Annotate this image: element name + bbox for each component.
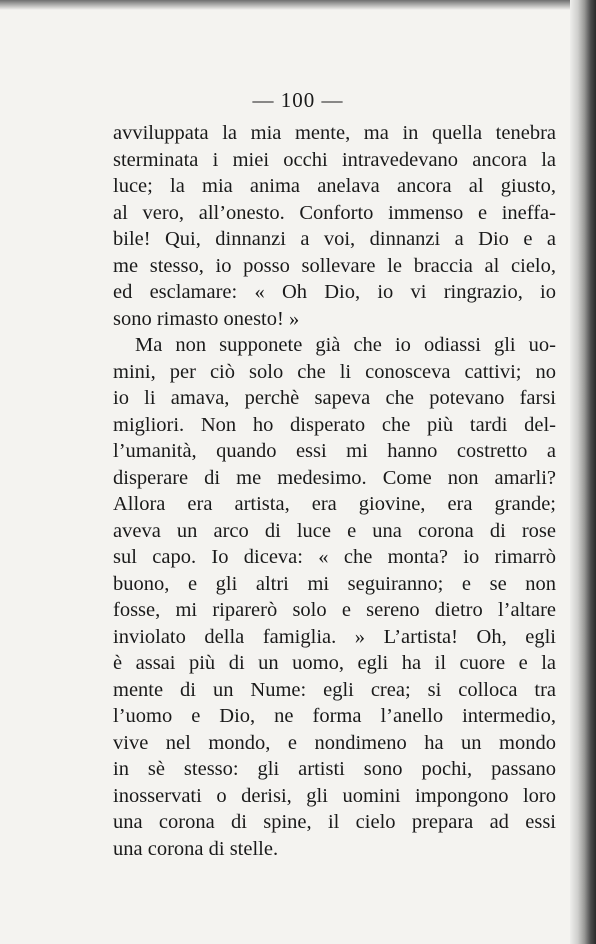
text-line: vive nel mondo, e nondimeno ha un mondo xyxy=(113,731,556,754)
text-line: fosse, mi riparerò solo e sereno dietro l’altare xyxy=(113,599,556,621)
text-line: sterminata i miei occhi intravedevano ancora la xyxy=(113,148,556,171)
text-line: l’uomo e Dio, ne forma l’anello intermedio, xyxy=(113,705,556,727)
text-line: luce; la mia anima anelava ancora al giusto, xyxy=(113,175,556,197)
page-top-shadow xyxy=(0,0,596,10)
text-line: è assai più di un uomo, egli ha il cuore e la xyxy=(113,652,556,674)
text-line: mini, per ciò solo che li conosceva cattivi; no xyxy=(113,360,556,383)
text-line: inosservati o derisi, gli uomini impongono loro xyxy=(113,784,556,807)
text-line: inviolato della famiglia. » L’artista! Oh, egli xyxy=(113,625,556,648)
paragraph-end-line: una corona di stelle. xyxy=(113,837,279,860)
text-line: disperare di me medesimo. Come non amarli? xyxy=(113,466,556,489)
text-line: ed esclamare: « Oh Dio, io vi ringrazio, io xyxy=(113,281,556,303)
text-line: mente di un Nume: egli crea; si colloca tra xyxy=(113,678,556,701)
text-line: buono, e gli altri mi seguiranno; e se non xyxy=(113,572,556,595)
text-line: al vero, all’onesto. Conforto immenso e ineffa- xyxy=(113,201,556,224)
text-line: aveva un arco di luce e una corona di rose xyxy=(113,519,556,542)
text-line: me stesso, io posso sollevare le braccia al cielo, xyxy=(113,254,556,277)
text-line: avviluppata la mia mente, ma in quella tenebra xyxy=(113,122,556,144)
text-line: io li amava, perchè sapeva che potevano farsi xyxy=(113,387,556,409)
book-spine-edge xyxy=(570,0,596,944)
paragraph-end-line: sono rimasto onesto! » xyxy=(113,307,300,330)
body-text xyxy=(113,120,556,862)
text-line: sul capo. Io diceva: « che monta? io rimarrò xyxy=(113,546,556,568)
text-line: in sè stesso: gli artisti sono pochi, passano xyxy=(113,758,556,780)
paragraph-start-line: Ma non supponete già che io odiassi gli uo- xyxy=(135,334,556,356)
text-line: migliori. Non ho disperato che più tardi del- xyxy=(113,413,556,436)
text-line: bile! Qui, dinnanzi a voi, dinnanzi a Dio e a xyxy=(113,228,556,250)
text-line: l’umanità, quando essi mi hanno costretto a xyxy=(113,440,556,462)
page-number: — 100 — xyxy=(252,88,344,112)
text-line: una corona di spine, il cielo prepara ad essi xyxy=(113,811,556,833)
text-line: Allora era artista, era giovine, era grande; xyxy=(113,493,556,515)
